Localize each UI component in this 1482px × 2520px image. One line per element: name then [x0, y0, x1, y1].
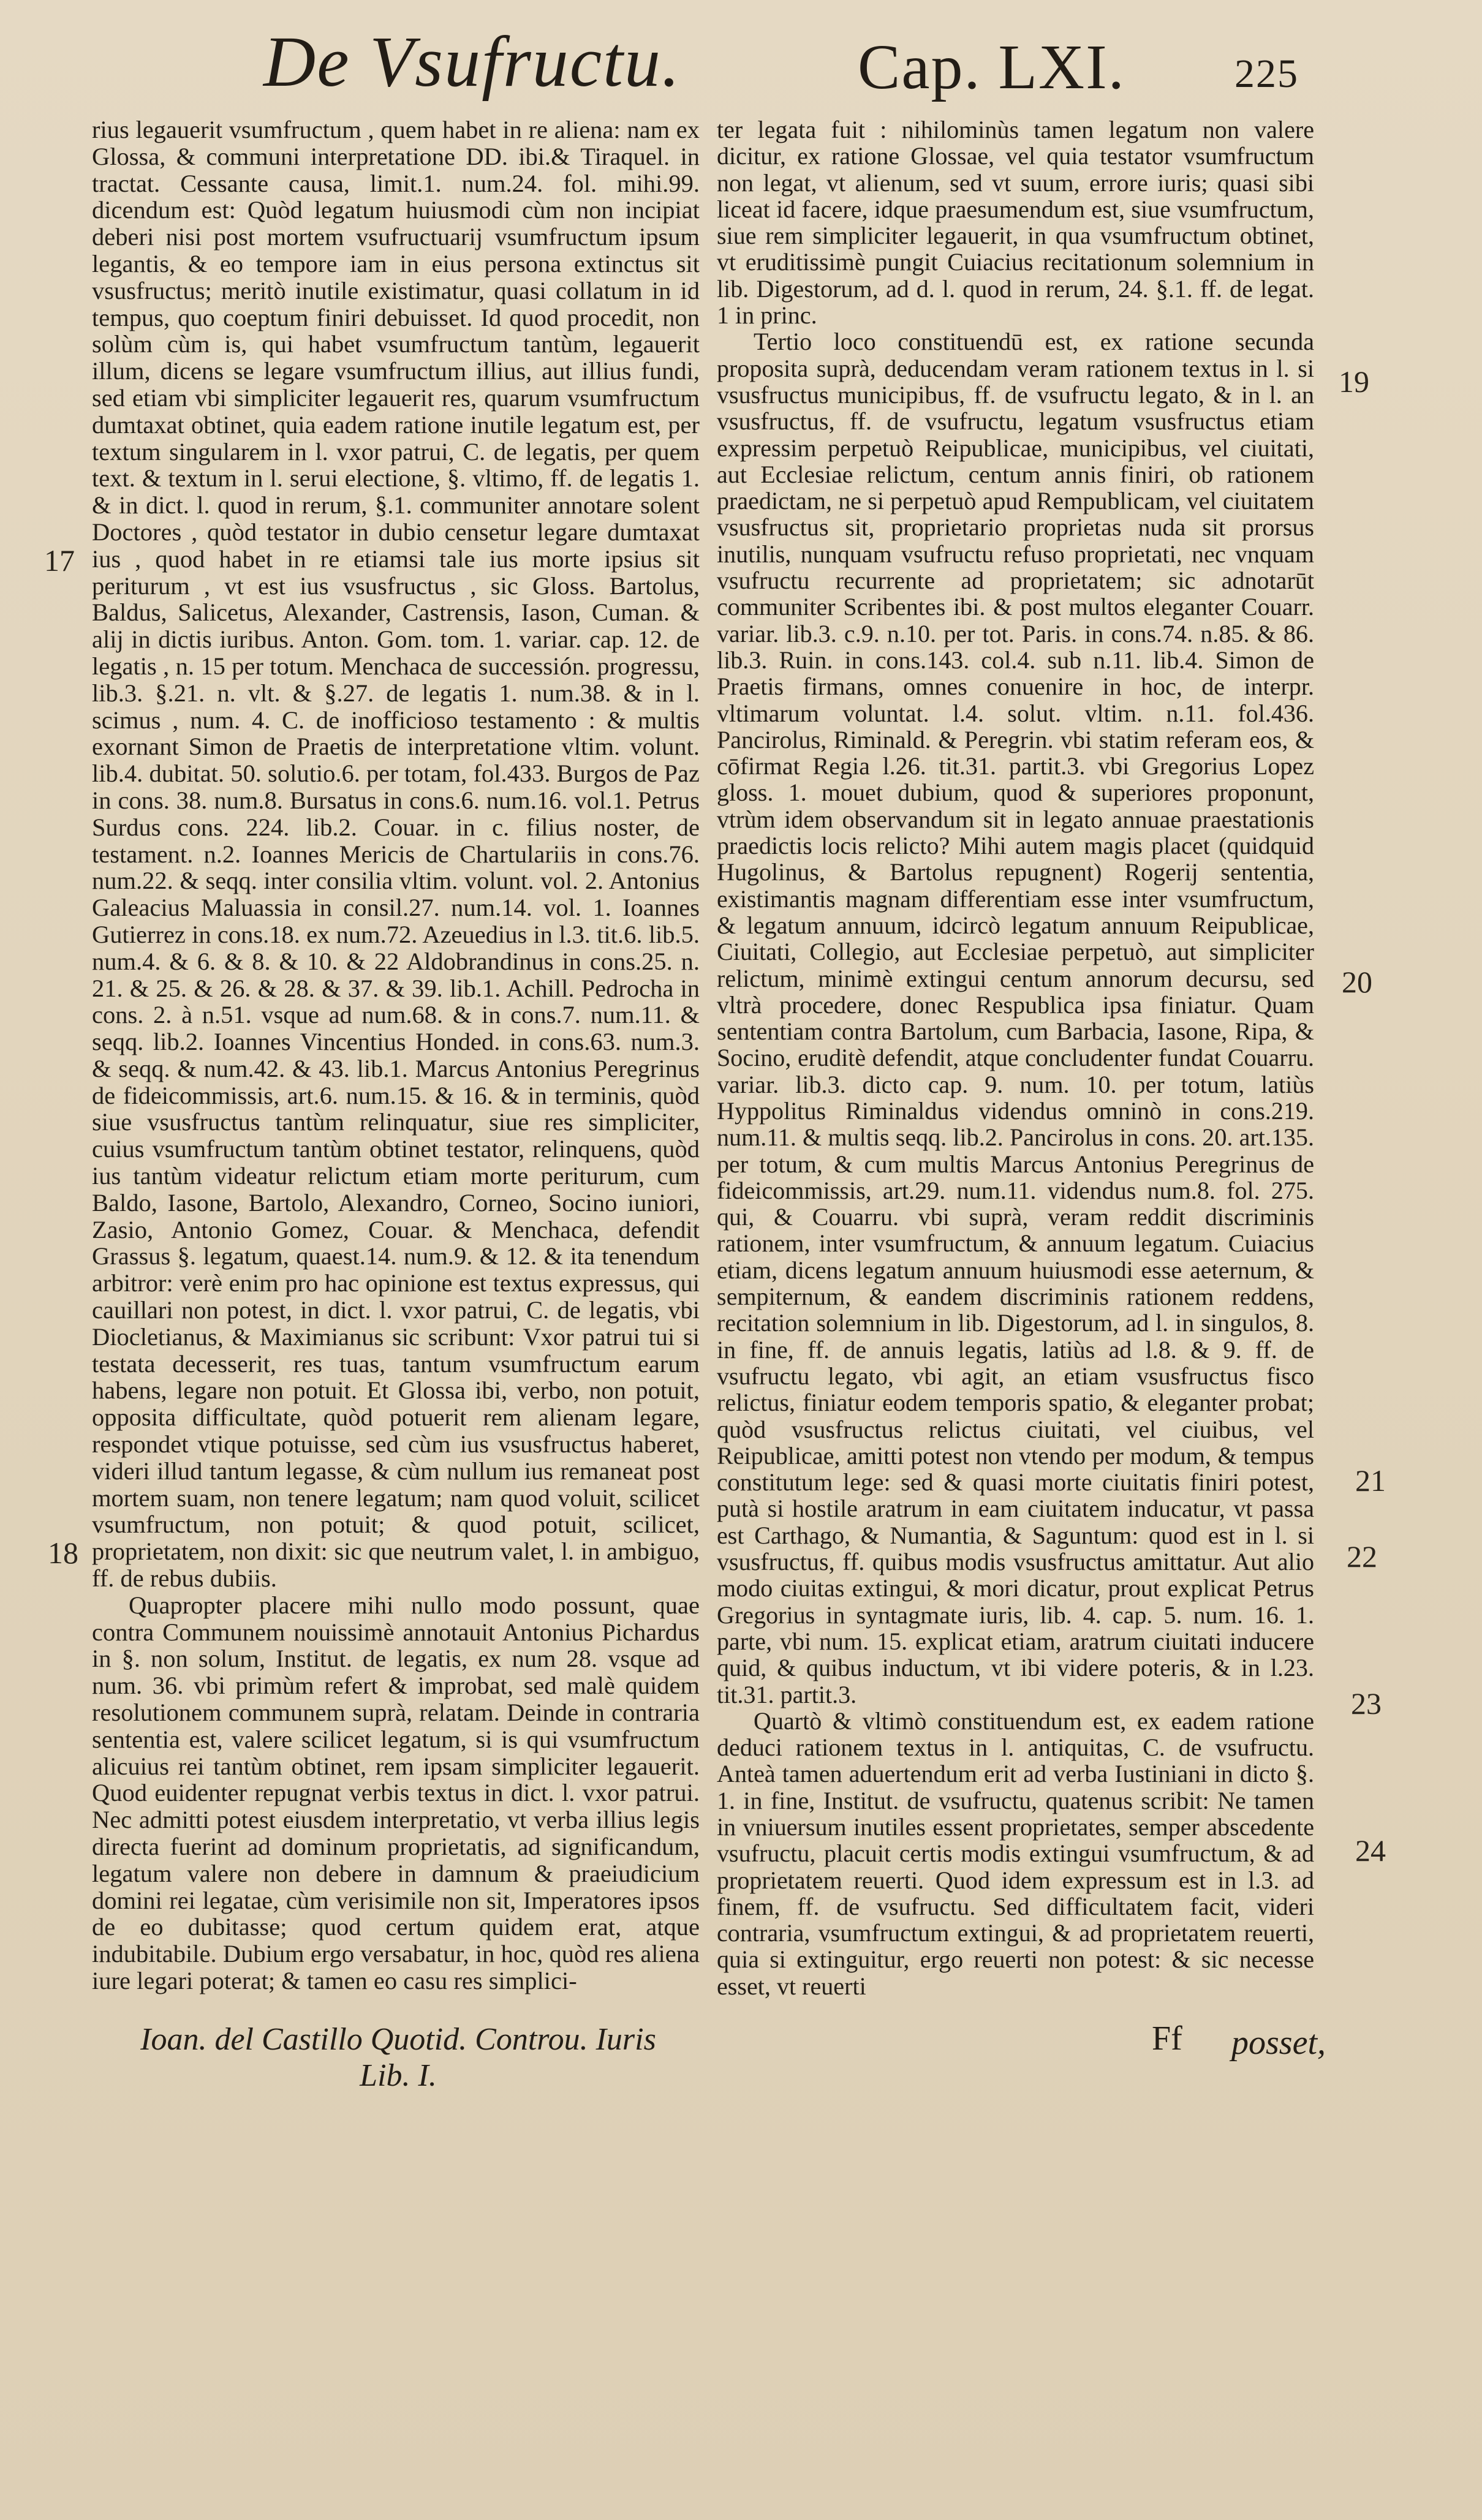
footer-note: Ioan. del Castillo Quotid. Controu. Iuris Lib. I. [140, 2022, 656, 2093]
signature-mark: Ff [1152, 2020, 1182, 2058]
margin-number: 24 [1355, 1833, 1386, 1868]
right-column [717, 116, 1314, 1999]
margin-number: 23 [1351, 1686, 1382, 1721]
margin-number: 21 [1355, 1463, 1386, 1498]
margin-number: 18 [48, 1536, 78, 1570]
left-column [92, 116, 700, 1994]
margin-number: 19 [1339, 364, 1369, 399]
left-paragraph-2: Quapropter placere mihi nullo modo possunt, quae contra Communem nouissimè annotauit Antonius Pichardus in §. non solum, Institut. de legatis, ex num 28. vsque ad num. 36. vbi primùm refert & improbat, sed malè quidem resolutionem communem suprà, relatam. Deinde in contraria sententia est, valere scilicet legatum, si is qui vsumfructum alicuius rei tantùm obtinet, rem ipsam simpliciter legauerit. Quod euidenter repugnat verbis textus in dict. l. vxor patrui. Nec admitti potest eiusdem interpretatio, vt verba illius legis directa fuerint ad dominum proprietatis, ad significandum, legatum valere non debere in damnum & praeiudicium domini rei legatae, cùm verisimile non sit, Imperatores ipsos de eo dubitasse; quod certum quidem erat, atque indubitabile. Dubium ergo versabatur, in hoc, quòd res aliena iure legari poterat; & tamen eo casu res simplici- [92, 1591, 700, 1994]
right-paragraph-3: Quartò & vltimò constituendum est, ex eadem ratione deduci rationem textus in l. antiquitas, C. de vsufructu. Anteà tamen aduertendum erit ad verba Iustiniani in dicto §. 1. in fine, Institut. de vsufructu, quatenus scribit: Ne tamen in vniuersum inutiles essent proprietates, semper abscedente vsufructu, placuit certis modis extingui vsumfructum, & ad proprietatem reuerti. Quod idem expressum est in l.3. ad finem, ff. de vsufructu. Sed difficultatem facit, videri contraria, vsumfructum extingui, & ad proprietatem reuerti, quia si extinguitur, ergo reuerti non potest: & sic necesse esset, vt reuerti [717, 1707, 1314, 2000]
left-paragraph-1: rius legauerit vsumfructum , quem habet in re aliena: nam ex Glossa, & communi interpretatione DD. ibi.& Tiraquel. in tractat. Cessante causa, limit.1. num.24. fol. mihi.99. dicendum est: Quòd legatum huiusmodi cùm non incipiat deberi nisi post mortem vsufructuarij vsumfructum ipsum legantis, & eo tempore iam in eius persona extinctus sit vsusfructus; meritò inutile existimatur, quasi collatum in id tempus, quo coeptum finiri debuisset. Id quod procedit, non solùm cùm is, qui habet vsumfructum tantùm, legauerit illum, dicens se legare vsumfructum illius, aut illius fundi, sed etiam vbi simpliciter legauerit res, quarum vsumfructum dumtaxat obtinet, quia eadem ratione inutile legatum est, per textum singularem in l. vxor patrui, C. de legatis, per quem text. & textum in l. serui electione, §. vltimo, ff. de legatis 1. & in dict. l. quod in rerum, §.1. communiter annotare solent Doctores , quòd testator in dubio censetur legare dumtaxat ius , quod habet in re etiamsi tale ius morte ipsius sit periturum , vt est ius vsusfructus , sic Gloss. Bartolus, Baldus, Salicetus, Alexander, Castrensis, Iason, Cuman. & alij in dictis iuribus. Anton. Gom. tom. 1. variar. cap. 12. de legatis , n. 15 per totum. Menchaca de successión. progressu, lib.3. §.21. n. vlt. & §.27. de legatis 1. num.38. & in l. scimus , num. 4. C. de inofficioso testamento : & multis exornant Simon de Praetis de interpretatione vltim. volunt. lib.4. dubitat. 50. solutio.6. per totam, fol.433. Burgos de Paz in cons. 38. num.8. Bursatus in cons.6. num.16. vol.1. Petrus Surdus cons. 224. lib.2. Couar. in c. filius noster, de testament. n.2. Ioannes Mericis de Chartulariis in cons.76. num.22. & seqq. inter consilia vltim. volunt. vol. 2. Antonius Galeacius Maluassia in consil.27. num.14. vol. 1. Ioannes Gutierrez in cons.18. ex num.72. Azeuedius in l.3. tit.6. lib.5. num.4. & 6. & 8. & 10. & 22 Aldobrandinus in cons.25. n. 21. & 25. & 26. & 28. & 37. & 39. lib.1. Achill. Pedrocha in cons. 2. à n.51. vsque ad num.68. & in cons.7. num.11. & seqq. lib.2. Ioannes Vincentius Honded. in cons.63. num.3. & seqq. & num.42. & 43. lib.1. Marcus Antonius Peregrinus de fideicommissis, art.6. num.15. & 16. & in terminis, quòd siue vsusfructus tantùm relinquatur, siue res simpliciter, cuius vsumfructum tantùm obtinet testator, relinquens, quòd ius tantùm videatur relictum etiam morte periturum, cum Baldo, Iasone, Bartolo, Alexandro, Corneo, Socino iuniori, Zasio, Antonio Gomez, Couar. & Menchaca, defendit Grassus §. legatum, quaest.14. num.9. & 12. & ita tenendum arbitror: verè enim pro hac opinione est textus expressus, qui cauillari non potest, in dict. l. vxor patrui, C. de legatis, vbi Diocletianus, & Maximianus sic scribunt: Vxor patrui tui si testata decesserit, res tuas, tantum vsumfructum earum habens, legare non potuit. Et Glossa ibi, verbo, non potuit, opposita difficultate, quòd potuerit rem alienam legare, respondet vtique potuisse, sed cùm ius vsusfructus haberet, videri illud tantum legasse, & cùm nullum ius remaneat post mortem suam, non tenere legatum; nam quod voluit, scilicet vsumfructum, non potuit; & quod potuit, scilicet, proprietatem, non dixit: sic que neutrum valet, l. in ambiguo, ff. de rebus dubiis. [92, 116, 700, 1593]
margin-number: 17 [44, 543, 75, 578]
margin-number: 22 [1347, 1539, 1377, 1574]
running-title: De Vsufructu. [263, 21, 681, 102]
catchword: posset, [1231, 2024, 1326, 2062]
right-paragraph-2: Tertio loco constituendū est, ex ratione secunda proposita suprà, deducendam veram rationem textus in l. si vsusfructus municipibus, ff. de vsufructu legato, & in l. an vsusfructus, ff. de vsufructu, legatum vsusfructus etiam expressim perpetuò Reipublicae, municipibus, vel ciuitati, aut Ecclesiae relictum, centum annis finiri, ob rationem praedictam, ne si perpetuò apud Rempublicam, vel ciuitatem vsusfructus sit, proprietario proprietas nuda sit prorsus inutilis, nunquam vsufructu refuso proprietati, nec vnquam vsufructu recurrente ad proprietatem; sic adnotarūt communiter Scribentes ibi. & post multos eleganter Couarr. variar. lib.3. c.9. n.10. per tot. Paris. in cons.74. n.85. & 86. lib.3. Ruin. in cons.143. col.4. sub n.11. lib.4. Simon de Praetis firmans, omnes conuenire in hoc, de interpr. vltimarum voluntat. l.4. solut. vltim. n.11. fol.436. Pancirolus, Riminald. & Peregrin. vbi statim referam eos, & cōfirmat Regia l.26. tit.31. partit.3. vbi Gregorius Lopez gloss. 1. mouet dubium, quod & superiores proponunt, vtrùm idem observandum sit in legato annuae praestationis praedictis locis relicto? Mihi autem magis placet (quidquid Hugolinus, & Bartolus repugnent) Rogerij sententia, existimantis magnam differentiam esse inter vsumfructum, & legatum annuum, idcircò legatum annuum Reipublicae, Ciuitati, Collegio, aut Ecclesiae perpetuò, aut simpliciter relictum, minimè extingui centum annorum decursu, sed vltrà procedere, donec Respublica ipsa finiatur. Quam sententiam contra Bartolum, cum Barbacia, Iasone, Ripa, & Socino, eruditè defendit, atque concludenter fundat Couarru. variar. lib.3. dicto cap. 9. num. 10. per totum, latiùs Hyppolitus Riminaldus videndus omninò in cons.219. num.11. & multis seqq. lib.2. Pancirolus in cons. 20. art.135. per totum, & cum multis Marcus Antonius Peregrinus de fideicommissis, art.29. num.11. videndus num.8. fol. 275. qui, & Couarru. vbi suprà, veram reddit discriminis rationem, inter vsumfructum, & annuum legatum. Cuiacius etiam, dicens legatum annuum huiusmodi esse aeternum, & sempiternum, & eandem discriminis rationem reddens, recitation solemnium in lib. Digestorum, ad l. in singulos, 8. in fine, ff. de annuis legatis, latiùs ad l.8. & 9. ff. de vsufructu legato, vbi agit, an etiam vsusfructus fisco relictus, finiatur eodem temporis spatio, & eleganter probat; quòd vsusfructus relictus ciuitati, vel ciuibus, vel Reipublicae, amitti potest non vtendo per modum, & tempus constitutum lege: sed & quasi morte ciuitatis finiri potest, putà si hostile aratrum in eam ciuitatem inducatur, vt passa est Carthago, & Numantia, & Saguntum: quod est in l. si vsusfructus, ff. quibus modis vsusfructus amittatur. Aut alio modo ciuitas extingui, & mori dicatur, prout explicat Petrus Gregorius in syntagmate iuris, lib. 4. cap. 5. num. 16. 1. parte, vbi num. 15. explicat etiam, aratrum ciuitati inducere quid, & quibus inductum, vt ibi videre poteris, & in l.23. tit.31. partit.3. [717, 328, 1314, 1708]
chapter-heading: Cap. LXI. [858, 32, 1125, 102]
page-number: 225 [1234, 51, 1299, 96]
margin-number: 20 [1342, 965, 1372, 999]
right-paragraph-1: ter legata fuit : nihilominùs tamen legatum non valere dicitur, ex ratione Glossae, vel quia testator vsumfructum non legat, vt alienum, sed vt suum, errore iuris; quasi sibi liceat id facere, idque praesumendum est, siue vsumfructum, siue rem simpliciter legauerit, in qua vsumfructum obtinet, vt eruditissimè pungit Cuiacius recitationum solemnium in lib. Digestorum, ad d. l. quod in rerum, 24. §.1. ff. de legat. 1 in princ. [717, 116, 1314, 330]
